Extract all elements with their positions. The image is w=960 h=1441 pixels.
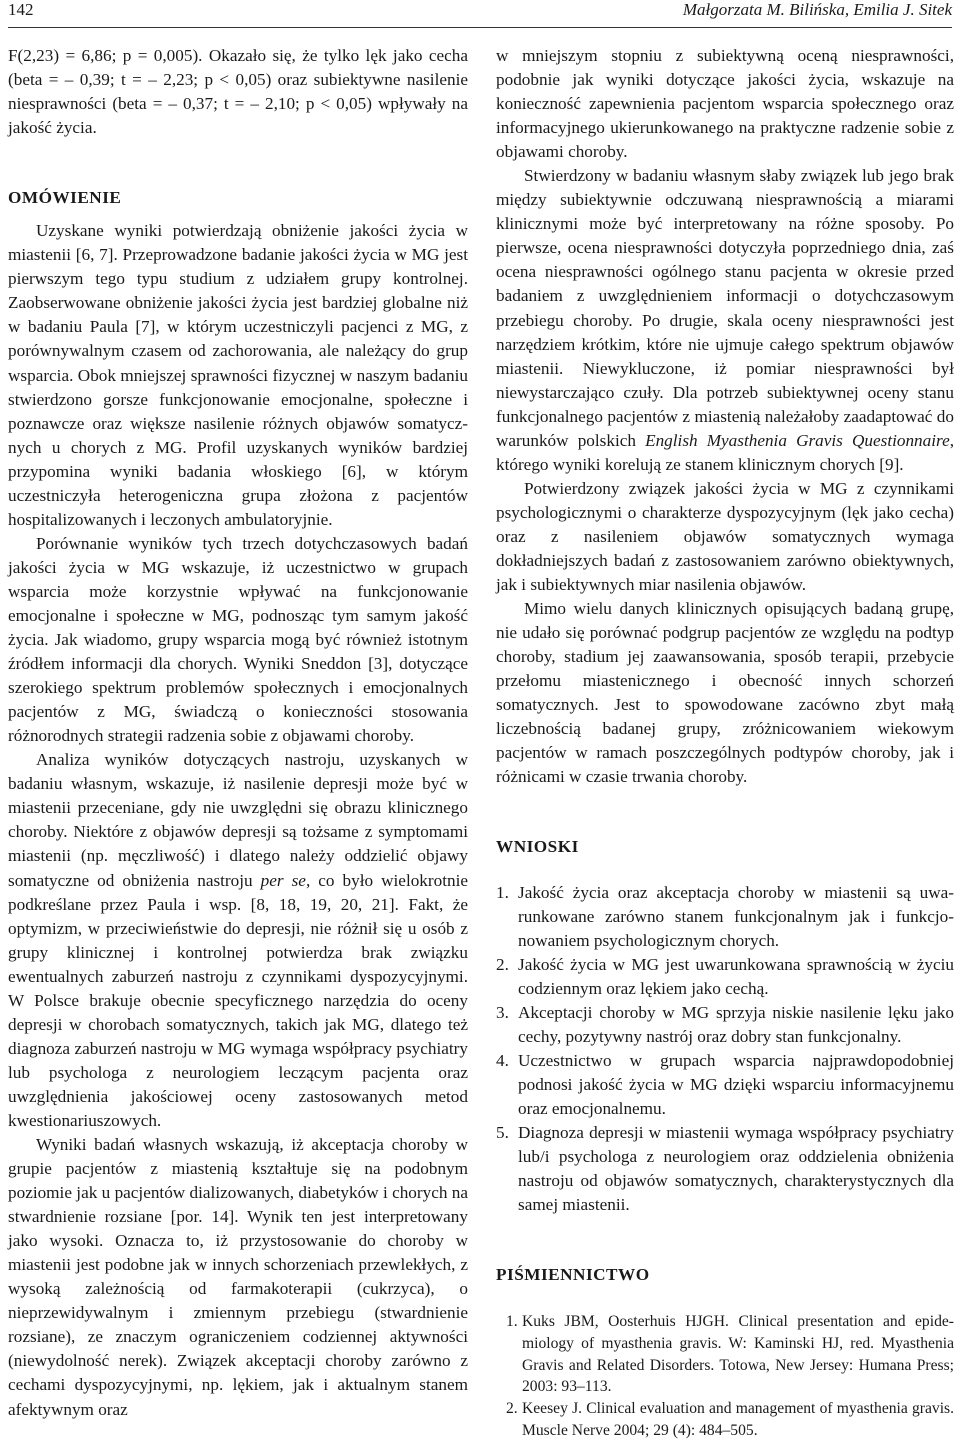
paragraph-3-tail: , co było wielokrotnie podkreślane przez Paula i wsp. [8,870,468,914]
paragraph-3-continuation: [8, 18, 19, 20, 21]. Fakt, że optymizm, w przeciwieństwie do depresji, nie różnił się u osób z grupy klinicznej i kontrolnej potwierdza brak związku ewentualnych zaburzeń nastroju z czynnikami dyspozycyjnymi. W Polsce brakuje obecnie specyficznego narzędzia do oceny depresji w chorobach somatycznych, takich jak MG, dlatego też diagnoza zaburzeń nastroju w MG wymaga współpracy psychiatry lub psychologa z neurologiem leczącym pacjenta oraz uwzględnienia jakościowej oceny zastosowanych metod kwestionariuszowych. [8,894,469,1130]
conclusion-item [496,1049,954,1121]
discussion-paragraph-3 [8,748,468,1133]
conclusion-number: 2. [496,954,509,974]
paragraph-6-tail: , którego wyniki korelują ze stanem klinicznym chorych [9]. [496,430,954,474]
reference-number: 2. [506,1400,518,1418]
discussion-paragraph-6 [496,164,954,477]
results-continuation-paragraph: F(2,23) = 6,86; p = 0,005). Okazało się, że tylko lęk jako cecha (beta = – 0,39; t = – 2,23; p < 0,05) oraz subiektywne nasilenie niesprawności (beta = – 0,37; t = – 2,10; p < 0,05) wpływały na jakość życia. [8,46,468,138]
conclusion-number: 5. [496,1122,509,1142]
paragraph-3-body: Analiza wyników dotyczących nastroju, uzyskanych w badaniu własnym, wskazuje, iż nasilenie depresji może być w miastenii przeceniane, gdy nie uwzględni się obrazu klinicznego choroby. Niektóre z objawów depresji są tożsame z symptomami miastenii (np. męczliwość) i dlatego należy oddzielić objawy somatyczne od obniżenia nastroju [8,750,468,890]
conclusion-text: Uczestnictwo w grupach wsparcia najprawdopodobniej podnosi jakość życia w MG dzięki wsparciu informacyjnemu oraz emocjonalnemu. [518,1050,954,1118]
reference-text: Keesey J. Clinical evaluation and management of myasthenia gravis. Muscle Nerve 2004; 29 (4): 484–505. [522,1400,954,1439]
conclusion-text: Akceptacji choroby w MG sprzyja niskie nasilenie lęku jako cechy, pozytywny nastrój oraz dobry stan funkcjonalny. [518,1002,954,1046]
discussion-paragraph-7: Potwierdzony związek jakości życia w MG z czynnikami psychologicznymi o charakterze dyspozycyjnym (lęk jako cecha) oraz z nasileniem objawów somatycznych wymaga dokładniejszych badań z zastosowaniem zarówno obiektywnych, jak i subiektywnych miar nasilenia objawów. [496,478,954,595]
right-column [496,44,954,1441]
reference-text: Kuks JBM, Oosterhuis HJGH. Clinical presentation and epidemiology of myasthenia gravis. W: Kaminski HJ, red. Myasthenia Gravis and Related Disorders. Totowa, New Jersey: Humana Press; 2003: 93–113. [522,1313,954,1396]
conclusion-item [496,881,954,953]
conclusion-text: Diagnoza depresji w miastenii wymaga współpracy psychiatry lub/i psychologa z neurologiem oraz oddzielenia obniżenia nastroju od objawów somatycznych, charakterystycznych dla samej miastenii. [518,1122,954,1215]
conclusion-number: 1. [496,882,509,902]
conclusion-number: 3. [496,1002,509,1022]
conclusion-text: Jakość życia oraz akceptacja choroby w miastenii są uwarunkowane zarówno stanem funkcjonalnym jak i funkcjonowaniem psychologicznym chorych. [518,882,954,950]
conclusion-item [496,1001,954,1049]
paragraph-6-body: Stwierdzony w badaniu własnym słaby związek lub jego brak między subiektywnie odczuwaną niesprawnością a miarami klinicznymi może być interpretowany na różne sposoby. Po pierwsze, ocena niesprawności dotyczyła poprzedniego dnia, zaś ocena niesprawności ogólnego stanu pacjenta w okresie przed badaniem z uwzględnieniem informacji o dotychczasowym przebiegu choroby. Po drugie, skala oceny niesprawności jest narzędziem krótkim, które nie ujmuje całego spektrum objawów miastenii. Niewykluczone, iż pomiar niesprawności był niewystarczająco czuły. Dla potrzeb subiektywnej oceny stanu funkcjonalnego pacjentów z miastenią należałoby zaadaptować do warunków polskich [496,166,954,450]
conclusion-number: 4. [496,1050,509,1070]
left-column [8,44,468,1422]
conclusion-item [496,953,954,1001]
discussion-paragraph-4: Wyniki badań własnych wskazują, iż akceptacja choroby w grupie pacjentów z miastenią kształtuje się na podobnym poziomie jak u pacjentów dializowanych, diabetyków i chorych na stwardnienie rozsiane [por. 14]. Wynik ten jest interpretowany jako wysoki. Oznacza to, iż przystosowanie do choroby w miastenii jest podobne jak w innych schorzeniach przewlekłych, z wysoką zależnością od farmakoterapii (cukrzyca), o nieprzewidywalnym i zmiennym przebiegu (stwardnienie rozsiane), ze znaczym ograniczeniem codziennej aktywności (niewydolność nerek). Związek akceptacji choroby zarówno z cechami dyspozycyjnymi, np. lękiem, jak i aktualnym stanem afektywnym oraz [8,1135,468,1419]
running-header-authors: Małgorzata M. Bilińska, Emilia J. Sitek [682,0,952,19]
reference-number: 1. [506,1313,518,1331]
references-list [496,1311,954,1441]
references-heading: PIŚMIENNICTWO [496,1265,650,1285]
reference-item [496,1398,954,1441]
header-rule [8,27,952,28]
discussion-paragraph-1: Uzyskane wyniki potwierdzają obniżenie jakości życia w miastenii [6, 7]. Przeprowadzone badanie jakości życia w MG jest pierwszym tego typu studium z udziałem grupy kontrolnej. Zaobserwowane obniżenie jakości życia jest bardziej globalne niż w badaniu Paula [7], w którym uczestniczyli pacjenci z MG, z porównywalnym czasem od zachorowania, ale należący do grup wsparcia. Obok mniejszej sprawności fizycznej w naszym badaniu stwierdzono gorsze funkcjonowanie emocjonalne, społeczne i poznawcze oraz większe nasilenie różnych objawów somatycznych u chorych z MG. Profil uzyskanych wyników bardziej przypomina wyniki badania włoskiego [6], w którym uczestniczyła heterogeniczna grupa złożona z pacjentów hospitalizowanych i leczonych ambulatoryjnie. [8,221,468,529]
conclusions-list [496,881,954,1218]
reference-item [496,1311,954,1398]
discussion-paragraph-5: w mniejszym stopniu z subiektywną oceną niesprawności, podobnie jak wyniki dotyczące jakości życia, wskazuje na konieczność zapewnienia pacjentom wsparcia społecznego oraz informacyjnego ukierunkowanego na praktyczne radzenie sobie z objawami choroby. [496,46,954,162]
latin-term-per-se: per se [260,870,306,890]
conclusion-item [496,1121,954,1217]
page-number: 142 [8,0,34,19]
running-header [8,0,952,24]
discussion-paragraph-2: Porównanie wyników tych trzech dotychczasowych badań jakości życia w MG wskazuje, iż uczestnictwo w grupach wsparcia może korzystnie wpływać na funkcjonowanie emocjonalne i społeczne w MG, podnosząc tym samym jakość życia. Jak wiadomo, grupy wsparcia mogą być również istotnym źródłem informacji dla chorych. Wyniki Sneddon [3], dotyczące szerokiego spektrum problemów społecznych i emocjonalnych pacjentów z MG, świadczą o konieczności stosowania różnorodnych strategii radzenia sobie z objawami choroby. [8,533,468,746]
discussion-paragraph-8: Mimo wielu danych klinicznych opisujących badaną grupę, nie udało się porównać podgrup pacjentów ze względu na podtyp choroby, stadium jej zaawansowania, sposób terapii, przebycie przełomu miastenicznego i obecność innych schorzeń somatycznych. Jest to spowodowane zacówno zbyt małą liczebnością badanej grupy, zróżnicowaniem wiekowym pacjentów w ramach poszczególnych podtypów choroby, jak i różnicami w czasie trwania choroby. [496,599,954,787]
discussion-heading: OMÓWIENIE [8,188,122,208]
conclusion-text: Jakość życia w MG jest uwarunkowana sprawnością w życiu codziennym oraz lękiem jako cechą. [518,954,954,998]
conclusions-heading: WNIOSKI [496,837,579,857]
questionnaire-name: English Myasthenia Gravis Questionnaire [645,430,950,450]
